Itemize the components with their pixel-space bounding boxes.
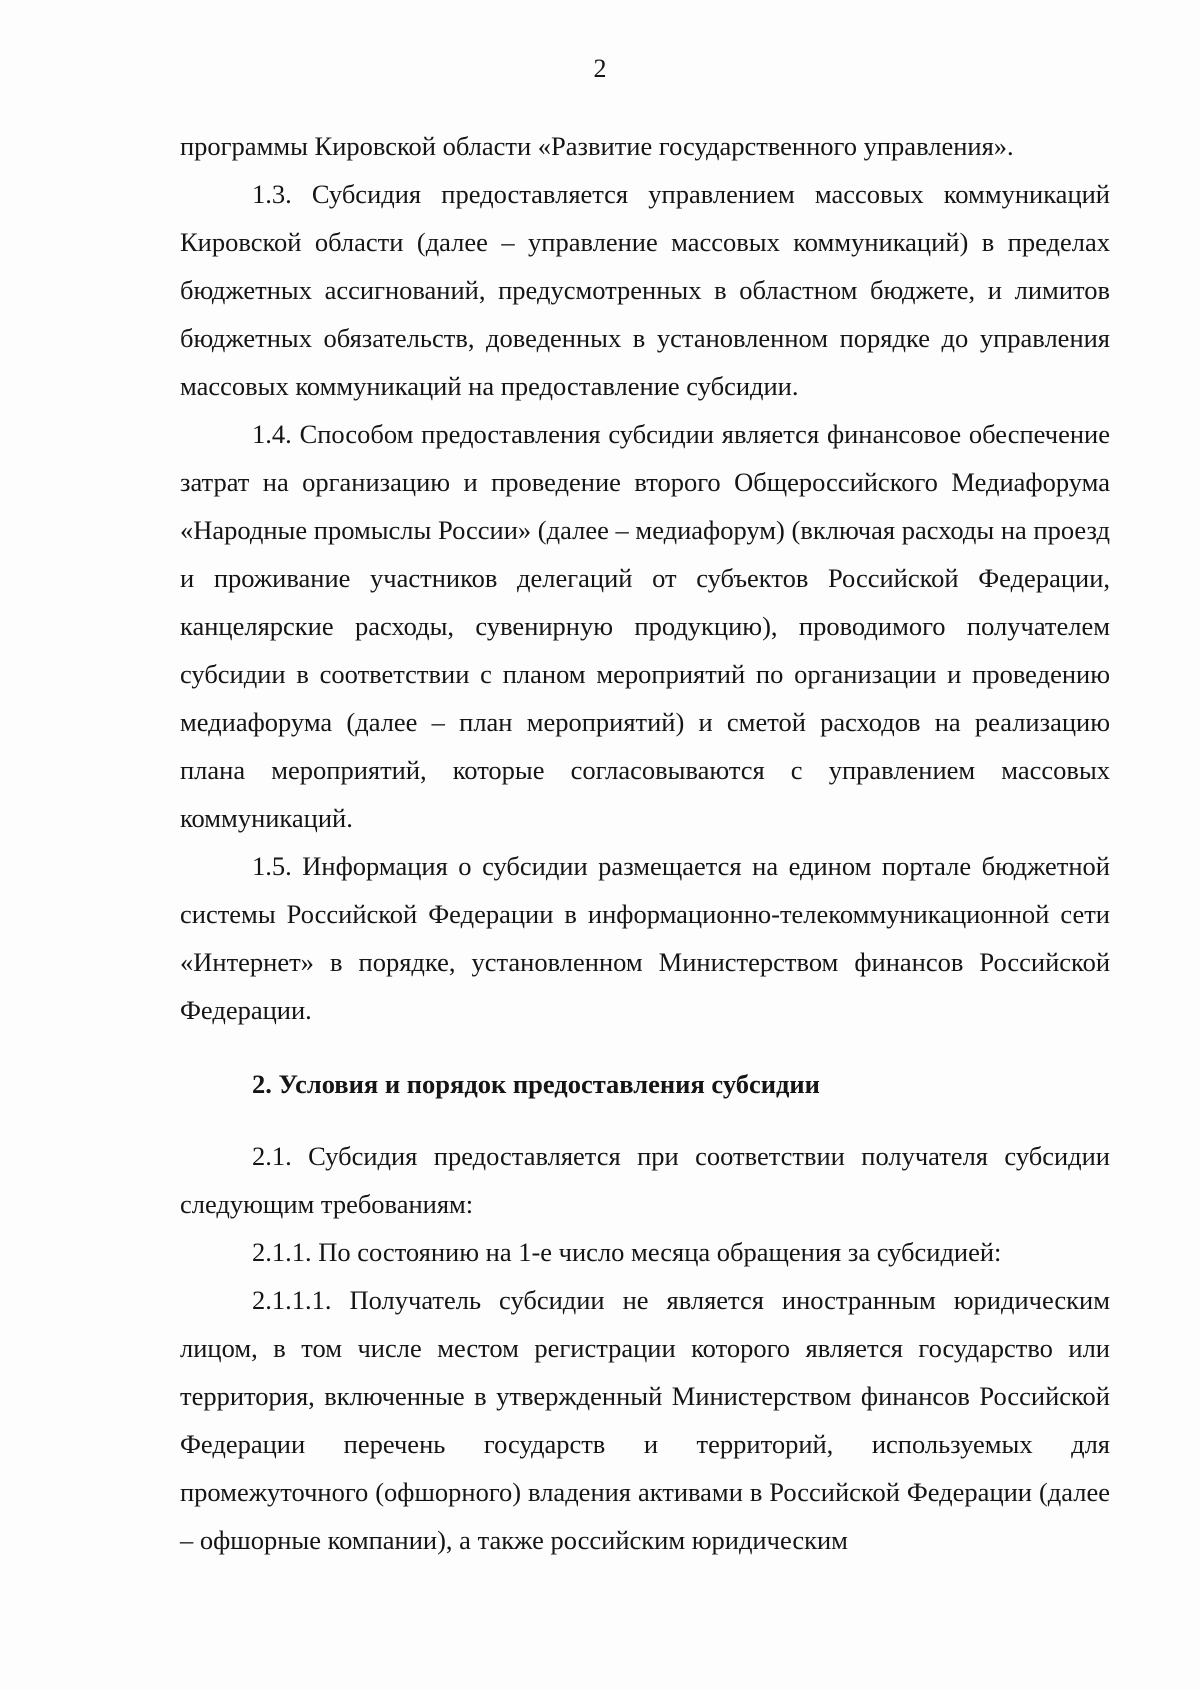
paragraph-continuation: программы Кировской области «Развитие государственного управления». [180,131,1014,161]
paragraph-1-5: 1.5. Информация о субсидии размещается на едином портале бюджетной системы Российской Федерации в информационно-телекоммуникационной сети «Интернет» в порядке, установленном Министерством финансов Российской Федерации. [180,851,1110,1025]
paragraph-1-4: 1.4. Способом предоставления субсидии является финансовое обеспечение затрат на организацию и проведение второго Общероссийского Медиафорума «Народные промыслы России» (далее – медиафорум) (включая расходы на проезд и проживание участников делегаций от субъектов Российской Федерации, канцелярские расходы, сувенирную продукцию), проводимого получателем субсидии в соответствии с планом мероприятий по организации и проведению медиафорума (далее – план мероприятий) и сметой расходов на реализацию плана мероприятий, которые согласовываются с управлением массовых коммуникаций. [180,419,1110,833]
paragraph-1-3: 1.3. Субсидия предоставляется управлением массовых коммуникаций Кировской области (далее – управление массовых коммуникаций) в пределах бюджетных ассигнований, предусмотренных в областном бюджете, и лимитов бюджетных обязательств, доведенных в установленном порядке до управления массовых коммуникаций на предоставление субсидии. [180,179,1110,401]
section-heading: 2. Условия и порядок предоставления субсидии [252,1069,820,1099]
document-body [180,122,1110,1564]
paragraph-2-1-1: 2.1.1. По состоянию на 1-е число месяца обращения за субсидией: [252,1237,1002,1267]
page-number: 2 [593,54,607,83]
paragraph-2-1: 2.1. Субсидия предоставляется при соответствии получателя субсидии следующим требованиям: [180,1141,1110,1219]
paragraph-2-1-1-1: 2.1.1.1. Получатель субсидии не является иностранным юридическим лицом, в том числе местом регистрации которого является государство или территория, включенные в утвержденный Министерством финансов Российской Федерации перечень государств и территорий, используемых для промежуточного (офшорного) владения активами в Российской Федерации (далее – офшорные компании), а также российским юридическим [180,1285,1110,1555]
